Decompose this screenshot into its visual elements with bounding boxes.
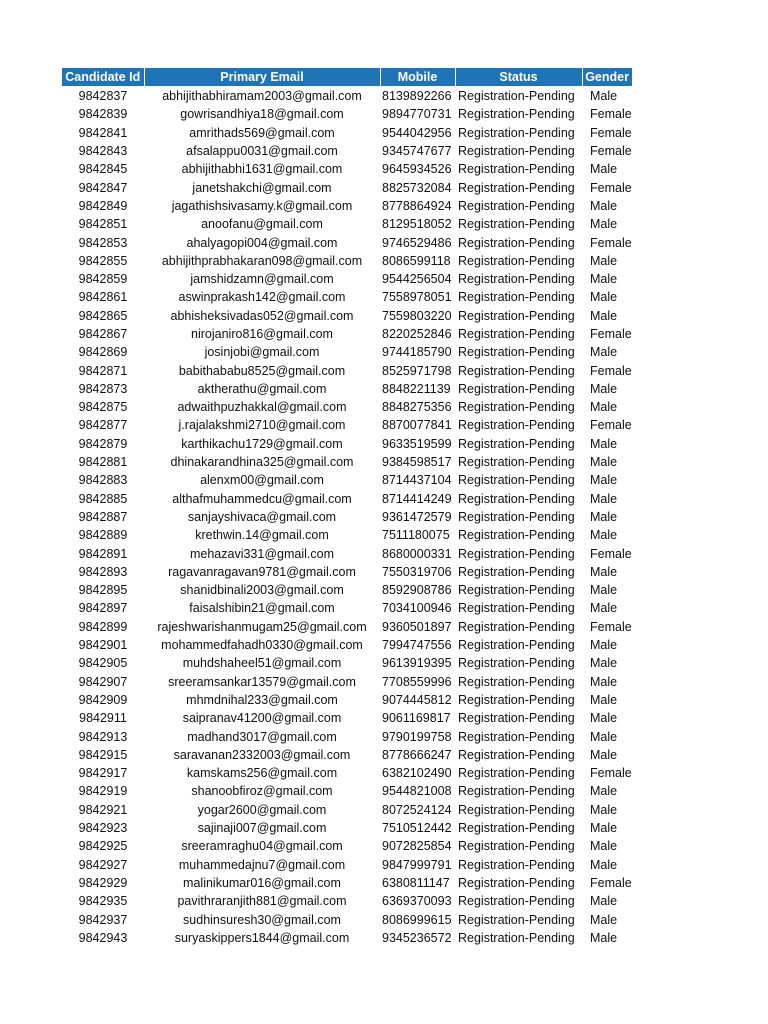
status-cell: Registration-Pending (458, 308, 575, 323)
gender-cell: Male (590, 821, 618, 836)
candidate-id-cell: 9842875 (78, 400, 128, 415)
candidate-id-cell: 9842919 (78, 784, 128, 799)
status-cell: Registration-Pending (458, 894, 575, 909)
table-row (62, 178, 632, 196)
gender-cell: Male (590, 564, 618, 579)
mobile-cell: 8680000331 (382, 546, 452, 561)
status-cell: Registration-Pending (458, 363, 575, 378)
mobile-cell: 8870077841 (382, 418, 452, 433)
email-cell: sreeramsankar13579@gmail.com (168, 674, 356, 689)
gender-cell: Female (590, 125, 632, 140)
gender-cell: Male (590, 381, 618, 396)
mobile-cell: 9384598517 (382, 455, 452, 470)
email-cell: sanjayshivaca@gmail.com (187, 509, 337, 524)
status-cell: Registration-Pending (458, 583, 575, 598)
gender-cell: Male (590, 162, 618, 177)
gender-cell: Male (590, 400, 618, 415)
candidate-id-cell: 9842887 (78, 509, 128, 524)
mobile-cell: 9345236572 (382, 930, 452, 945)
gender-cell: Female (590, 875, 632, 890)
candidate-id-cell: 9842907 (78, 674, 128, 689)
table-row (62, 563, 632, 581)
mobile-cell: 7511180075 (382, 528, 450, 543)
status-cell: Registration-Pending (458, 857, 575, 872)
email-cell: yogar2600@gmail.com (197, 802, 327, 817)
mobile-cell: 9345747677 (382, 144, 452, 159)
email-cell: saipranav41200@gmail.com (182, 711, 342, 726)
gender-cell: Male (590, 272, 618, 287)
table-row (62, 526, 632, 544)
email-cell: saravanan2332003@gmail.com (173, 747, 351, 762)
email-cell: madhand3017@gmail.com (187, 729, 337, 744)
gender-cell: Male (590, 674, 618, 689)
status-cell: Registration-Pending (458, 711, 575, 726)
mobile-cell: 6382102490 (382, 766, 452, 781)
email-cell: babithababu8525@gmail.com (178, 363, 346, 378)
status-cell: Registration-Pending (458, 729, 575, 744)
mobile-cell: 8525971798 (382, 363, 452, 378)
table-row (62, 252, 632, 270)
gender-cell: Male (590, 711, 618, 726)
candidate-id-cell: 9842899 (78, 619, 128, 634)
mobile-cell: 9645934526 (382, 162, 452, 177)
mobile-cell: 8139892266 (382, 89, 452, 104)
status-cell: Registration-Pending (458, 930, 575, 945)
mobile-cell: 9544256504 (382, 272, 452, 287)
mobile-cell: 8220252846 (382, 327, 452, 341)
email-cell: mhmdnihal233@gmail.com (186, 692, 338, 707)
status-cell: Registration-Pending (458, 89, 575, 104)
gender-cell: Male (590, 747, 618, 762)
status-cell: Registration-Pending (458, 839, 575, 854)
candidate-id-cell: 9842871 (78, 363, 128, 378)
candidate-id-cell: 9842915 (78, 747, 128, 762)
mobile-cell: 8848275356 (382, 400, 452, 415)
table-row (62, 453, 632, 471)
table-row (62, 910, 632, 928)
table-row (62, 270, 632, 288)
mobile-cell: 9072825854 (382, 839, 452, 854)
status-cell: Registration-Pending (458, 235, 575, 250)
table-row (62, 929, 632, 947)
status-cell: Registration-Pending (458, 546, 575, 561)
email-cell: sudhinsuresh30@gmail.com (183, 912, 341, 927)
email-cell: mehazavi331@gmail.com (189, 546, 334, 561)
mobile-cell: 8714414249 (382, 491, 452, 506)
status-cell: Registration-Pending (458, 436, 575, 451)
gender-cell: Male (590, 930, 618, 945)
status-cell: Registration-Pending (458, 619, 575, 634)
status-cell: Registration-Pending (458, 674, 575, 689)
gender-cell: Male (590, 89, 618, 104)
candidate-id-cell: 9842917 (78, 766, 128, 781)
candidate-id-cell: 9842901 (78, 638, 128, 653)
candidate-id-cell: 9842859 (78, 272, 128, 287)
status-cell: Registration-Pending (458, 180, 575, 195)
candidate-id-cell: 9842839 (78, 107, 128, 122)
candidate-id-cell: 9842911 (79, 711, 127, 726)
candidate-id-cell: 9842843 (78, 144, 128, 159)
candidate-id-cell: 9842923 (78, 821, 128, 836)
status-cell: Registration-Pending (458, 198, 575, 213)
gender-cell: Male (590, 601, 618, 616)
mobile-cell: 8778666247 (382, 747, 452, 762)
status-cell: Registration-Pending (458, 564, 575, 579)
email-cell: alenxm00@gmail.com (200, 473, 324, 488)
table-row (62, 709, 632, 727)
mobile-cell: 8592908786 (382, 583, 452, 598)
mobile-cell: 8129518052 (382, 217, 452, 232)
table-row (62, 307, 632, 325)
mobile-cell: 7034100946 (382, 601, 452, 616)
email-cell: anoofanu@gmail.com (201, 217, 323, 232)
gender-cell: Male (590, 455, 618, 470)
email-cell: gowrisandhiya18@gmail.com (180, 107, 344, 122)
table-row (62, 544, 632, 562)
table-row (62, 654, 632, 672)
gender-cell: Male (590, 473, 618, 488)
gender-cell: Female (590, 363, 632, 378)
table-row (62, 142, 632, 160)
header-row (62, 68, 632, 87)
table-row (62, 343, 632, 361)
email-cell: nirojaniro816@gmail.com (191, 327, 333, 341)
gender-cell: Female (590, 546, 632, 561)
status-cell: Registration-Pending (458, 784, 575, 799)
candidate-id-cell: 9842877 (78, 418, 128, 433)
email-cell: abhisheksivadas052@gmail.com (170, 308, 354, 323)
gender-cell: Female (590, 144, 632, 159)
table-row (62, 691, 632, 709)
candidate-id-cell: 9842929 (78, 875, 128, 890)
table-row (62, 160, 632, 178)
candidate-id-cell: 9842837 (78, 89, 128, 104)
table-row (62, 855, 632, 873)
candidate-id-cell: 9842921 (78, 802, 128, 817)
email-cell: jamshidzamn@gmail.com (190, 272, 334, 287)
table-row (62, 416, 632, 434)
candidate-id-cell: 9842937 (78, 912, 128, 927)
email-cell: aktherathu@gmail.com (197, 381, 327, 396)
candidate-id-cell: 9842849 (78, 198, 128, 213)
email-cell: shanoobfiroz@gmail.com (191, 784, 333, 799)
candidate-id-cell: 9842855 (78, 253, 128, 268)
email-cell: pavithraranjith881@gmail.com (177, 894, 347, 909)
status-cell: Registration-Pending (458, 491, 575, 506)
status-cell: Registration-Pending (458, 418, 575, 433)
mobile-cell: 8848221139 (382, 381, 451, 396)
candidate-id-cell: 9842873 (78, 381, 128, 396)
mobile-cell: 7708559996 (382, 674, 452, 689)
candidate-id-cell: 9842869 (78, 345, 128, 360)
table-row (62, 581, 632, 599)
gender-cell: Female (590, 619, 632, 634)
email-cell: mohammedfahadh0330@gmail.com (161, 638, 363, 653)
email-cell: aswinprakash142@gmail.com (178, 290, 346, 305)
status-cell: Registration-Pending (458, 217, 575, 232)
status-cell: Registration-Pending (458, 473, 575, 488)
gender-cell: Male (590, 345, 618, 360)
candidate-id-cell: 9842925 (78, 839, 128, 854)
candidate-id-cell: 9842897 (78, 601, 128, 616)
table-row (62, 105, 632, 123)
email-cell: amrithads569@gmail.com (189, 125, 335, 140)
candidate-id-cell: 9842893 (78, 564, 128, 579)
status-cell: Registration-Pending (458, 162, 575, 177)
table-row (62, 782, 632, 800)
status-cell: Registration-Pending (458, 802, 575, 817)
candidate-id-cell: 9842913 (78, 729, 128, 744)
candidate-table (62, 68, 632, 947)
gender-cell: Female (590, 235, 632, 250)
status-cell: Registration-Pending (458, 638, 575, 653)
status-cell: Registration-Pending (458, 327, 575, 341)
email-cell: sajinaji007@gmail.com (197, 821, 327, 836)
table-row (62, 892, 632, 910)
table-row (62, 380, 632, 398)
table-row (62, 197, 632, 215)
mobile-cell: 9744185790 (382, 345, 452, 360)
column-header-primary-email: Primary Email (144, 68, 380, 87)
table-row (62, 874, 632, 892)
gender-cell: Male (590, 784, 618, 799)
email-cell: jagathishsivasamy.k@gmail.com (171, 198, 353, 213)
candidate-id-cell: 9842909 (78, 692, 128, 707)
mobile-cell: 8778864924 (382, 198, 452, 213)
mobile-cell: 9746529486 (382, 235, 452, 250)
mobile-cell: 7550319706 (382, 564, 452, 579)
mobile-cell: 8086999615 (382, 912, 452, 927)
table-row (62, 599, 632, 617)
gender-cell: Male (590, 436, 618, 451)
table-row (62, 490, 632, 508)
email-cell: muhdshaheel51@gmail.com (182, 656, 342, 671)
candidate-id-cell: 9842867 (78, 327, 128, 341)
mobile-cell: 9790199758 (382, 729, 452, 744)
gender-cell: Male (590, 308, 618, 323)
email-cell: dhinakarandhina325@gmail.com (170, 455, 354, 470)
status-cell: Registration-Pending (458, 253, 575, 268)
status-cell: Registration-Pending (458, 528, 575, 543)
table-row (62, 801, 632, 819)
mobile-cell: 7559803220 (382, 308, 452, 323)
email-cell: adwaithpuzhakkal@gmail.com (177, 400, 347, 415)
gender-cell: Male (590, 290, 618, 305)
gender-cell: Female (590, 180, 632, 195)
email-cell: kamskams256@gmail.com (186, 766, 338, 781)
email-cell: althafmuhammedcu@gmail.com (172, 491, 352, 506)
candidate-id-cell: 9842927 (78, 857, 128, 872)
candidate-id-cell: 9842853 (78, 235, 128, 250)
gender-cell: Male (590, 692, 618, 707)
column-header-status: Status (455, 68, 582, 87)
email-cell: suryaskippers1844@gmail.com (174, 930, 350, 945)
status-cell: Registration-Pending (458, 381, 575, 396)
candidate-id-cell: 9842851 (78, 217, 128, 232)
gender-cell: Male (590, 656, 618, 671)
gender-cell: Male (590, 729, 618, 744)
gender-cell: Male (590, 198, 618, 213)
candidate-id-cell: 9842905 (78, 656, 128, 671)
gender-cell: Male (590, 894, 618, 909)
mobile-cell: 8072524124 (382, 802, 452, 817)
gender-cell: Male (590, 802, 618, 817)
email-cell: abhijithabhi1631@gmail.com (181, 162, 343, 177)
status-cell: Registration-Pending (458, 747, 575, 762)
table-row (62, 837, 632, 855)
mobile-cell: 8714437104 (382, 473, 452, 488)
mobile-cell: 9613919395 (382, 656, 452, 671)
gender-cell: Male (590, 583, 618, 598)
mobile-cell: 8825732084 (382, 180, 452, 195)
email-cell: muhammedajnu7@gmail.com (178, 857, 346, 872)
table-body (62, 87, 632, 947)
email-cell: afsalappu0031@gmail.com (186, 144, 338, 159)
gender-cell: Male (590, 638, 618, 653)
table-row (62, 233, 632, 251)
status-cell: Registration-Pending (458, 821, 575, 836)
email-cell: shanidbinali2003@gmail.com (180, 583, 344, 598)
status-cell: Registration-Pending (458, 509, 575, 524)
email-cell: karthikachu1729@gmail.com (181, 436, 343, 451)
gender-cell: Female (590, 418, 632, 433)
gender-cell: Female (590, 327, 632, 341)
mobile-cell: 9544042956 (382, 125, 452, 140)
candidate-id-cell: 9842865 (78, 308, 128, 323)
status-cell: Registration-Pending (458, 455, 575, 470)
table-row (62, 124, 632, 142)
mobile-cell: 9633519599 (382, 436, 452, 451)
status-cell: Registration-Pending (458, 912, 575, 927)
status-cell: Registration-Pending (458, 107, 575, 122)
table-row (62, 746, 632, 764)
gender-cell: Male (590, 839, 618, 854)
status-cell: Registration-Pending (458, 290, 575, 305)
mobile-cell: 6369370093 (382, 894, 452, 909)
table-row (62, 398, 632, 416)
table-row (62, 618, 632, 636)
status-cell: Registration-Pending (458, 400, 575, 415)
mobile-cell: 9074445812 (382, 692, 452, 707)
candidate-id-cell: 9842879 (78, 436, 128, 451)
gender-cell: Male (590, 857, 618, 872)
column-header-mobile: Mobile (380, 68, 455, 87)
table-row (62, 435, 632, 453)
candidate-id-cell: 9842847 (78, 180, 128, 195)
candidate-id-cell: 9842881 (78, 455, 128, 470)
mobile-cell: 9894770731 (382, 107, 452, 122)
mobile-cell: 9847999791 (382, 857, 452, 872)
candidate-id-cell: 9842891 (78, 546, 128, 561)
status-cell: Registration-Pending (458, 144, 575, 159)
email-cell: josinjobi@gmail.com (204, 345, 320, 360)
email-cell: faisalshibin21@gmail.com (189, 601, 335, 616)
status-cell: Registration-Pending (458, 272, 575, 287)
gender-cell: Male (590, 528, 618, 543)
mobile-cell: 9544821008 (382, 784, 452, 799)
candidate-id-cell: 9842943 (78, 930, 128, 945)
column-header-candidate-id: Candidate Id (62, 68, 144, 87)
mobile-cell: 7510512442 (382, 821, 452, 836)
mobile-cell: 8086599118 (382, 253, 451, 268)
table-header (62, 68, 632, 87)
table-row (62, 288, 632, 306)
status-cell: Registration-Pending (458, 601, 575, 616)
table-row (62, 325, 632, 343)
gender-cell: Male (590, 491, 618, 506)
email-cell: ragavanragavan9781@gmail.com (168, 564, 356, 579)
gender-cell: Female (590, 766, 632, 781)
email-cell: krethwin.14@gmail.com (195, 528, 329, 543)
email-cell: ahalyagopi004@gmail.com (186, 235, 338, 250)
mobile-cell: 9361472579 (382, 509, 452, 524)
table-row (62, 819, 632, 837)
candidate-id-cell: 9842935 (78, 894, 128, 909)
email-cell: malinikumar016@gmail.com (183, 875, 341, 890)
status-cell: Registration-Pending (458, 345, 575, 360)
column-header-gender: Gender (582, 68, 632, 87)
gender-cell: Male (590, 912, 618, 927)
table-row (62, 508, 632, 526)
email-cell: abhijithabhiramam2003@gmail.com (162, 89, 362, 104)
candidate-id-cell: 9842885 (78, 491, 128, 506)
candidate-id-cell: 9842841 (78, 125, 128, 140)
candidate-id-cell: 9842895 (78, 583, 128, 598)
email-cell: abhijithprabhakaran098@gmail.com (161, 253, 363, 268)
status-cell: Registration-Pending (458, 125, 575, 140)
candidate-id-cell: 9842845 (78, 162, 128, 177)
table-row (62, 361, 632, 379)
gender-cell: Female (590, 107, 632, 122)
status-cell: Registration-Pending (458, 875, 575, 890)
table-row (62, 87, 632, 106)
candidate-id-cell: 9842883 (78, 473, 128, 488)
table-row (62, 764, 632, 782)
email-cell: rajeshwarishanmugam25@gmail.com (157, 619, 367, 634)
mobile-cell: 9061169817 (382, 711, 451, 726)
status-cell: Registration-Pending (458, 766, 575, 781)
email-cell: janetshakchi@gmail.com (192, 180, 332, 195)
status-cell: Registration-Pending (458, 656, 575, 671)
table-row (62, 673, 632, 691)
gender-cell: Male (590, 509, 618, 524)
candidate-id-cell: 9842889 (78, 528, 128, 543)
gender-cell: Male (590, 217, 618, 232)
status-cell: Registration-Pending (458, 692, 575, 707)
email-cell: sreeramraghu04@gmail.com (181, 839, 343, 854)
mobile-cell: 6380811147 (382, 875, 450, 890)
table-row (62, 471, 632, 489)
table-row (62, 215, 632, 233)
gender-cell: Male (590, 253, 618, 268)
mobile-cell: 7558978051 (382, 290, 452, 305)
mobile-cell: 9360501897 (382, 619, 452, 634)
table-row (62, 636, 632, 654)
table-row (62, 727, 632, 745)
email-cell: j.rajalakshmi2710@gmail.com (178, 418, 346, 433)
candidate-id-cell: 9842861 (78, 290, 128, 305)
mobile-cell: 7994747556 (382, 638, 452, 653)
